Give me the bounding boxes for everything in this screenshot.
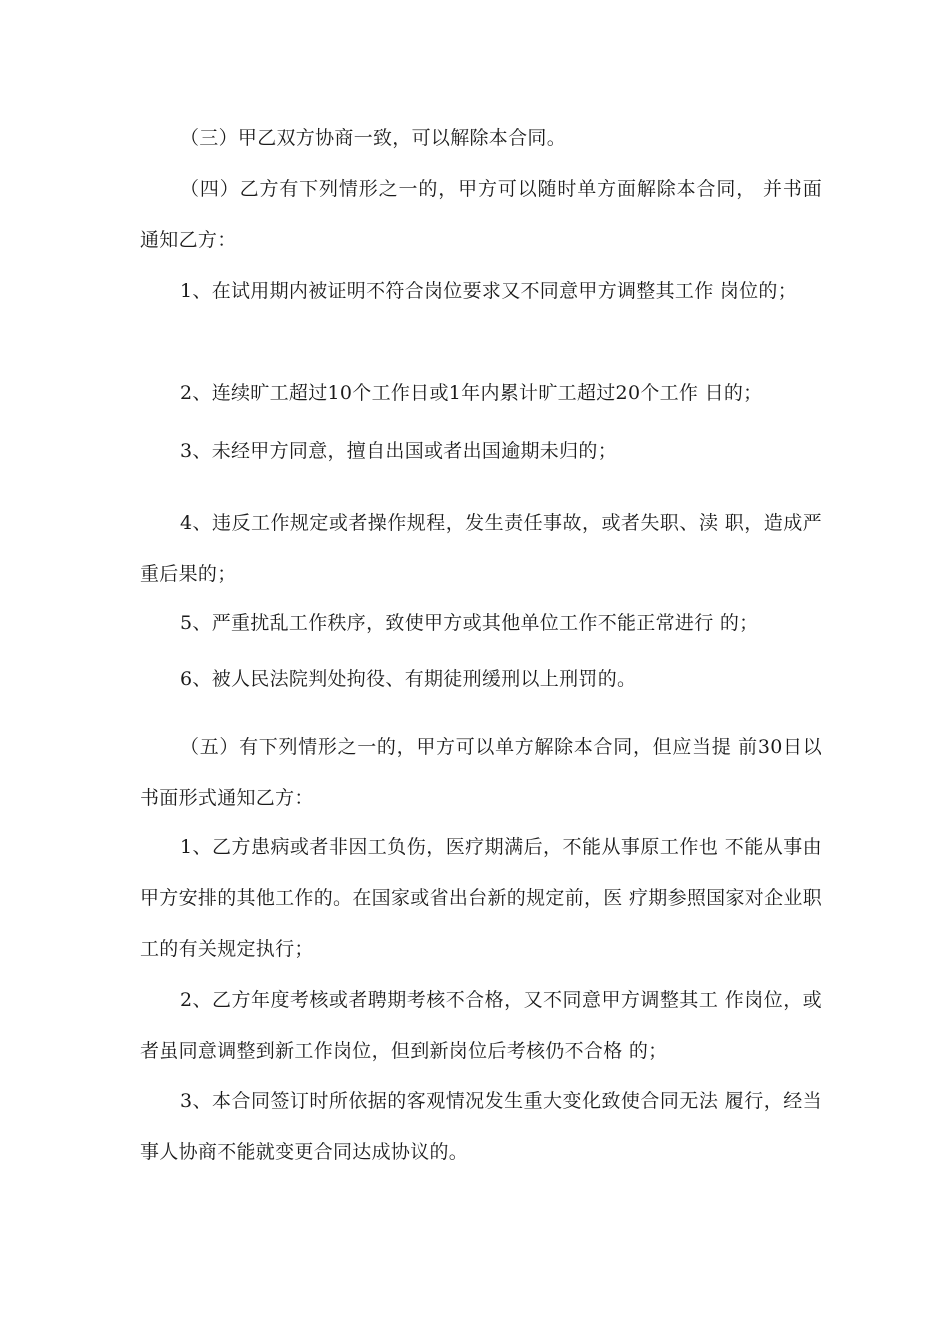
- paragraph-clause-four-item-5: 5、严重扰乱工作秩序，致使甲方或其他单位工作不能正常进行 的；: [180, 612, 759, 634]
- paragraph-clause-four-item-2: 2、连续旷工超过10个工作日或1年内累计旷工超过20个工作 日的；: [180, 382, 763, 404]
- paragraph-clause-five-intro: （五）有下列情形之一的，甲方可以单方解除本合同，但应当提 前30日以书面形式通知乙方：: [140, 736, 822, 809]
- paragraph-clause-four-item-4: 4、违反工作规定或者操作规程，发生责任事故，或者失职、渎 职，造成严重后果的；: [140, 512, 822, 585]
- paragraph-clause-five-item-1: 1、乙方患病或者非因工负伤，医疗期满后，不能从事原工作也 不能从事由甲方安排的其他工作的。在国家或省出台新的规定前，医 疗期参照国家对企业职工的有关规定执行；: [140, 836, 822, 960]
- paragraph-clause-four-intro: （四）乙方有下列情形之一的，甲方可以随时单方面解除本合同， 并书面通知乙方：: [140, 178, 822, 251]
- paragraph-clause-five-item-2: 2、乙方年度考核或者聘期考核不合格，又不同意甲方调整其工 作岗位，或者虽同意调整到新工作岗位，但到新岗位后考核仍不合格 的；: [140, 989, 822, 1062]
- paragraph-clause-four-item-3: 3、未经甲方同意，擅自出国或者出国逾期未归的；: [180, 440, 617, 462]
- paragraph-clause-five-item-3: 3、本合同签订时所依据的客观情况发生重大变化致使合同无法 履行，经当事人协商不能就变更合同达成协议的。: [140, 1090, 822, 1163]
- paragraph-mutual-termination: （三）甲乙双方协商一致，可以解除本合同。: [180, 127, 567, 149]
- paragraph-clause-four-item-6: 6、被人民法院判处拘役、有期徒刑缓刑以上刑罚的。: [180, 668, 637, 690]
- paragraph-clause-four-item-1: 1、在试用期内被证明不符合岗位要求又不同意甲方调整其工作 岗位的；: [180, 280, 798, 302]
